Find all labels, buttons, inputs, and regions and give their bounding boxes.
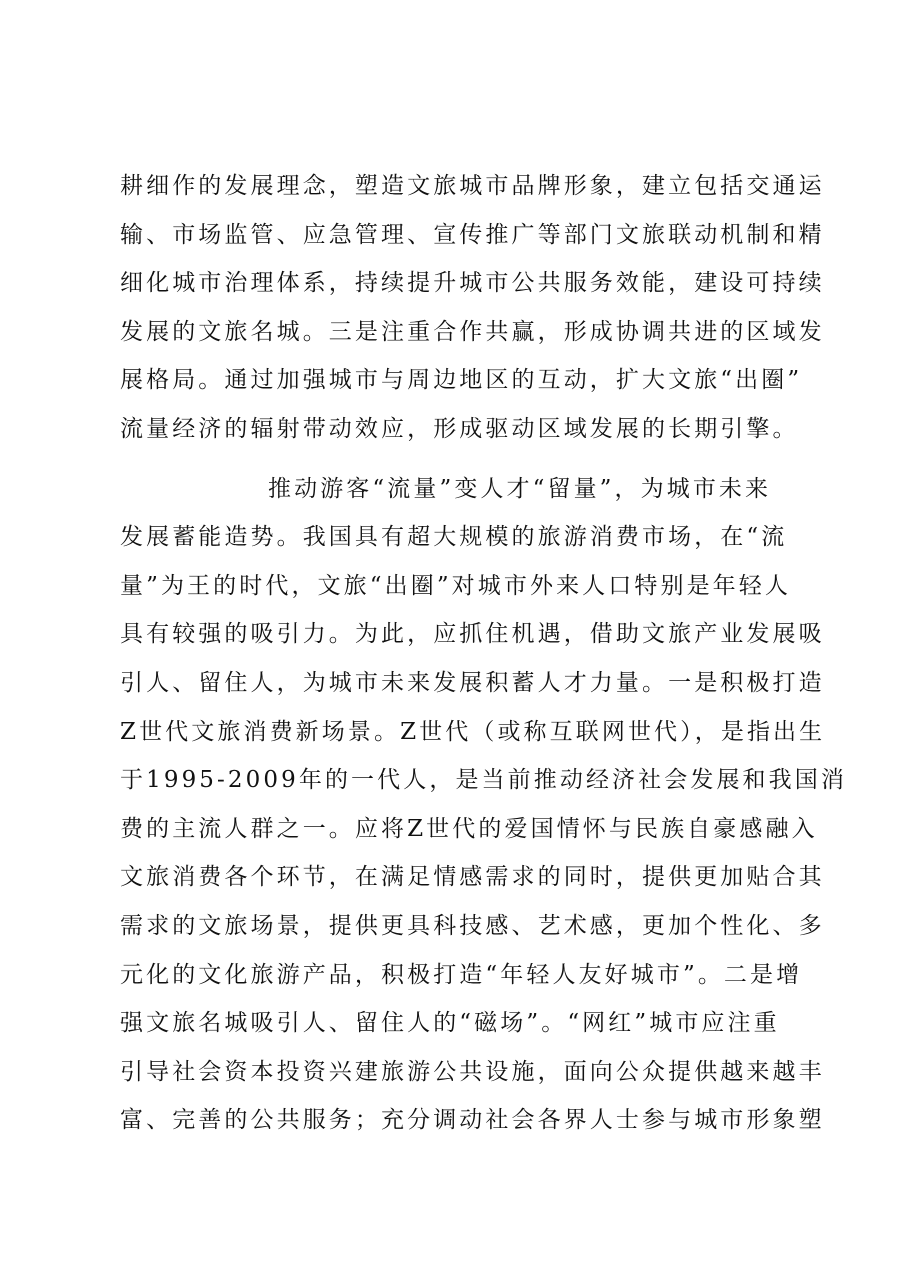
- text-line: 富、完善的公共服务；充分调动社会各界人士参与城市形象塑: [120, 1107, 825, 1134]
- text-line: 具有较强的吸引力。为此，应抓住机遇，借助文旅产业发展吸: [120, 621, 825, 648]
- text-line: 引导社会资本投资兴建旅游公共设施，面向公众提供越来越丰: [120, 1058, 825, 1085]
- text-line: 需求的文旅场景，提供更具科技感、艺术感，更加个性化、多: [120, 912, 825, 939]
- text-line: 发展蓄能造势。我国具有超大规模的旅游消费市场，在“流: [120, 524, 788, 551]
- text-line: 强文旅名城吸引人、留住人的“磁场”。“网红”城市应注重: [120, 1010, 780, 1037]
- text-line: 细化城市治理体系，持续提升城市公共服务效能，建设可持续: [120, 270, 825, 297]
- text-line: 发展的文旅名城。三是注重合作共赢，形成协调共进的区域发: [120, 318, 825, 345]
- text-line: 文旅消费各个环节，在满足情感需求的同时，提供更加贴合其: [120, 864, 825, 891]
- paragraph-2: [120, 465, 847, 1145]
- text-line: 引人、留住人，为城市未来发展积蓄人才力量。一是积极打造: [120, 669, 825, 696]
- text-line: 流量经济的辐射带动效应，形成驱动区域发展的长期引擎。: [120, 415, 799, 442]
- text-line: Z世代文旅消费新场景。Z世代（或称互联网世代），是指出生: [120, 718, 826, 745]
- text-line: 费的主流人群之一。应将Z世代的爱国情怀与民族自豪感融入: [120, 815, 818, 842]
- text-line: 输、市场监管、应急管理、宣传推广等部门文旅联动机制和精: [120, 221, 825, 248]
- paragraph-gap: [120, 454, 810, 465]
- section-heading-line: 推动游客“流量”变人才“留量”，为城市未来: [268, 475, 772, 502]
- text-line: 展格局。通过加强城市与周边地区的互动，扩大文旅“出圈”: [120, 367, 803, 394]
- text-line: 耕细作的发展理念，塑造文旅城市品牌形象，建立包括交通运: [120, 173, 825, 199]
- paragraph-1: [120, 162, 825, 454]
- body-text: [120, 162, 847, 1145]
- text-line: 元化的文化旅游产品，积极打造“年轻人友好城市”。二是增: [120, 961, 803, 988]
- text-line: 于1995-2009年的一代人，是当前推动经济社会发展和我国消: [120, 767, 847, 794]
- text-line: 量”为王的时代，文旅“出圈”对城市外来人口特别是年轻人: [120, 572, 791, 599]
